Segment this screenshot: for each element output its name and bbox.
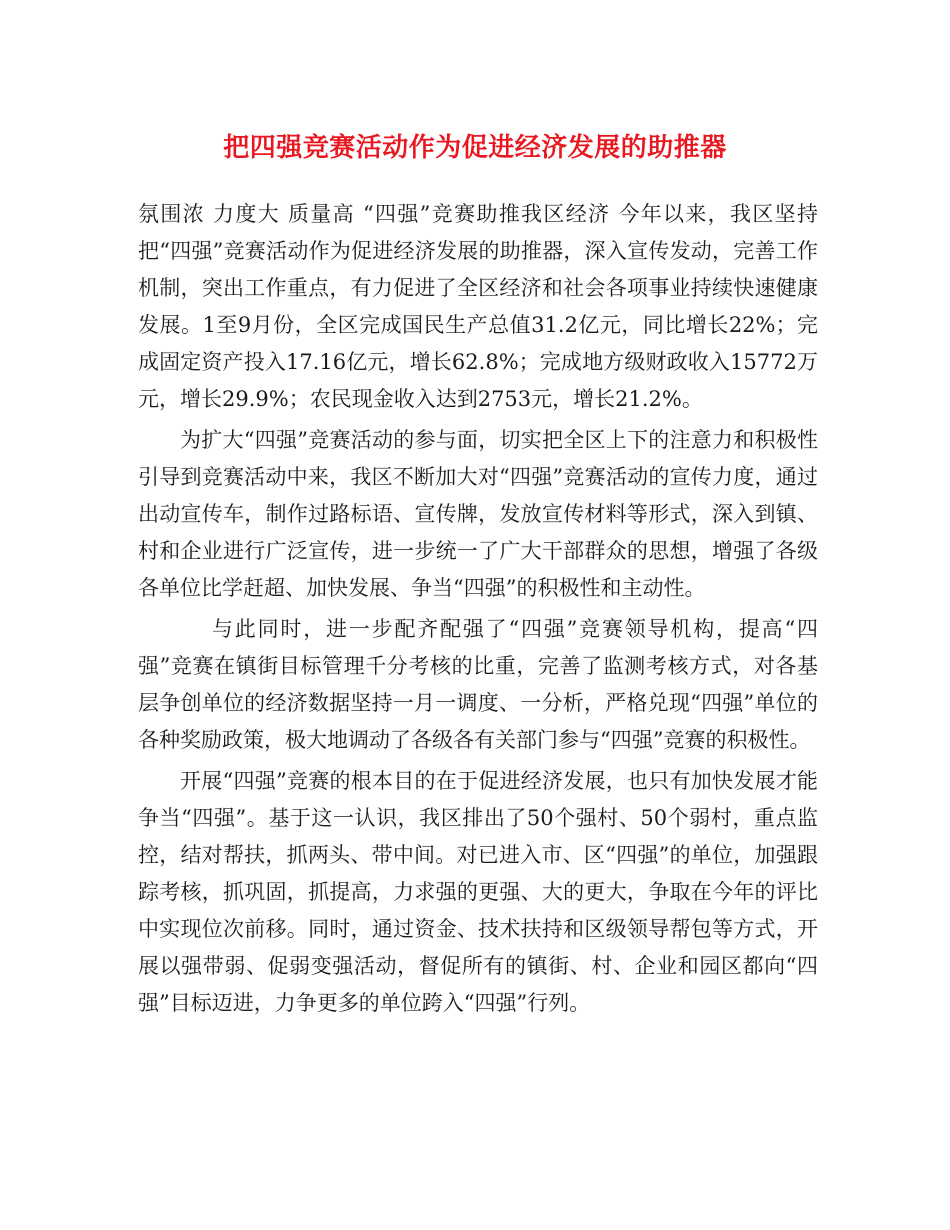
paragraph-2: 为扩大“四强”竞赛活动的参与面，切实把全区上下的注意力和积极性引导到竞赛活动中来，我区不断加大对“四强”竞赛活动的宣传力度，通过出动宣传车，制作过路标语、宣传牌，发放宣传材料等形式，深入到镇、村和企业进行广泛宣传，进一步统一了广大干部群众的思想，增强了各级各单位比学赶超、加快发展、争当“四强”的积极性和主动性。 xyxy=(138,428,818,600)
paragraph-3: 与此同时，进一步配齐配强了“四强”竞赛领导机构，提高“四强”竞赛在镇街目标管理千分考核的比重，完善了监测考核方式，对各基层争创单位的经济数据坚持一月一调度、一分析，严格兑现“四强”单位的各种奖励政策，极大地调动了各级各有关部门参与“四强”竞赛的积极性。 xyxy=(138,617,818,752)
document-body xyxy=(138,196,818,1026)
paragraph-1: 氛围浓 力度大 质量高 “四强”竞赛助推我区经济 今年以来，我区坚持把“四强”竞赛活动作为促进经济发展的助推器，深入宣传发动，完善工作机制，突出工作重点，有力促进了全区经济和社会各项事业持续快速健康发展。1至9月份，全区完成国民生产总值31.2亿元，同比增长22%；完成固定资产投入17.16亿元，增长62.8%；完成地方级财政收入15772万元，增长29.9%；农民现金收入达到2753元，增长21.2%。 xyxy=(138,202,818,411)
document-title: 把四强竞赛活动作为促进经济发展的助推器 xyxy=(223,133,727,163)
paragraph-4: 开展“四强”竞赛的根本目的在于促进经济发展，也只有加快发展才能争当“四强”。基于这一认识，我区排出了50个强村、50个弱村，重点监控，结对帮扶，抓两头、带中间。对已进入市、区“四强”的单位，加强跟踪考核，抓巩固，抓提高，力求强的更强、大的更大，争取在今年的评比中实现位次前移。同时，通过资金、技术扶持和区级领导帮包等方式，开展以强带弱、促弱变强活动，督促所有的镇街、村、企业和园区都向“四强”目标迈进，力争更多的单位跨入“四强”行列。 xyxy=(138,769,818,1015)
